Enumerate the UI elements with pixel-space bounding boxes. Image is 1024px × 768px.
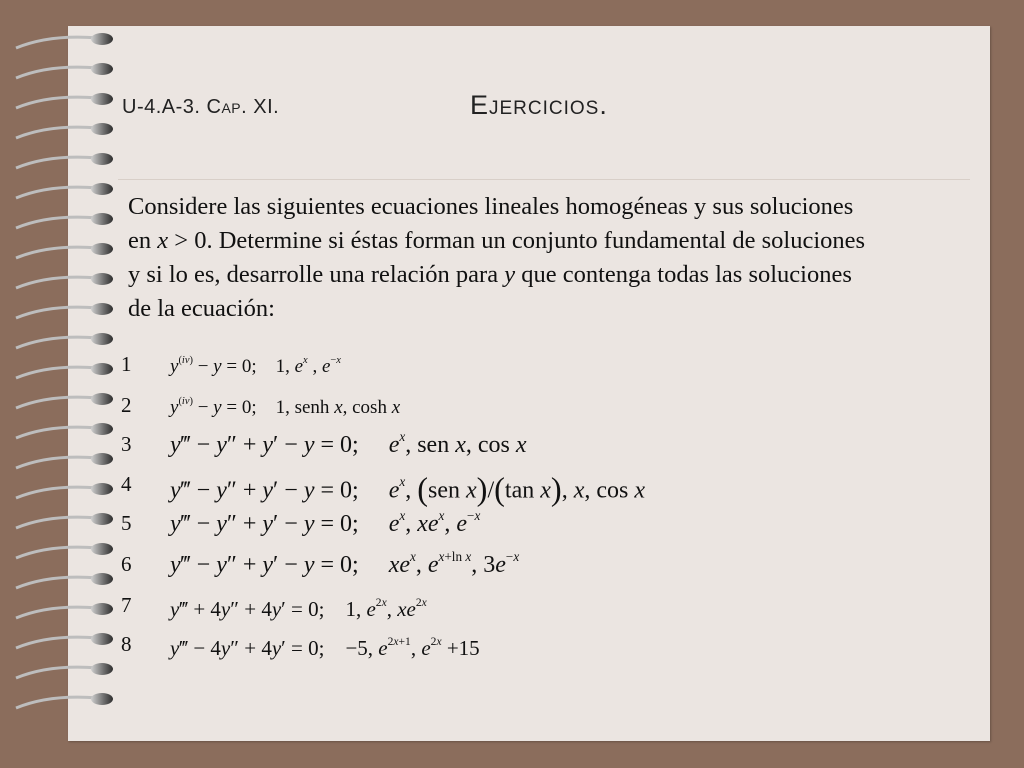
spiral-wire [16,37,98,48]
exercise-number: 4 [121,472,132,496]
spiral-wire [16,97,98,108]
exercise-row [0,428,1024,472]
spiral-ring [91,303,113,315]
page-title: Ejercicios. [470,90,608,120]
spiral-wire [16,247,98,258]
spiral-ring [91,213,113,225]
spiral-wire [16,127,98,138]
exercise-equation: y‴ − 4y″ + 4y′ = 0; −5, $e^{2x+1}$, $e^{2x} +15$ [170,636,480,660]
spiral-ring [91,153,113,165]
intro-line-1: Considere las siguientes ecuaciones lineales homogéneas y sus soluciones [128,193,854,220]
spiral-ring [91,243,113,255]
exercise-equation: y‴ − y″ + y′ − y = 0; $e^x$, $xe^x$, $e^{-x}$ [170,507,481,537]
exercise-equation: $y^{(iv)} - y = 0$; 1, senh x, cosh x [170,396,401,418]
exercise-number: 8 [121,632,132,656]
exercise-row [0,548,1024,592]
instructions-paragraph [128,190,990,326]
exercise-number: 5 [121,511,132,535]
spiral-ring [91,183,113,195]
exercise-number: 2 [121,393,132,417]
spiral-wire [16,157,98,168]
exercise-row [0,593,1024,633]
section-code: U-4.A-3. Cap. XI. [122,96,280,118]
header-code [122,96,279,119]
exercise-equation: y‴ − y″ + y′ − y = 0; $e^x$, (sen x)/(tan x), x, cos x [170,472,646,508]
exercise-equation: y‴ − y″ + y′ − y = 0; $e^x$, sen x, cos x [170,428,527,458]
intro-line-2: en x > 0. Determine si éstas forman un conjunto fundamental de soluciones [128,227,866,254]
exercise-row [0,507,1024,551]
exercise-number: 1 [121,352,132,376]
spiral-wire [16,187,98,198]
spiral-wire [16,307,98,318]
spiral-ring [91,63,113,75]
spiral-wire [16,697,98,708]
spiral-ring [91,33,113,45]
spiral-ring [91,333,113,345]
exercise-row [0,472,1024,512]
exercise-row [0,632,1024,672]
spiral-ring [91,123,113,135]
exercise-equation: y‴ − y″ + y′ − y = 0; $xe^x$, $e^{x+ln x}$, $3e^{-x}$ [170,548,520,578]
spiral-wire [16,277,98,288]
exercise-number: 6 [121,552,132,576]
spiral-ring [91,693,113,705]
spiral-wire [16,217,98,228]
spiral-wire [16,337,98,348]
spiral-wire [16,67,98,78]
exercise-equation: y‴ + 4y″ + 4y′ = 0; 1, $e^{2x}$, $xe^{2x}$ [170,597,427,621]
exercise-row [0,352,1024,392]
spiral-ring [91,273,113,285]
exercise-row [0,393,1024,433]
spiral-ring [91,93,113,105]
intro-line-4: de la ecuación: [128,295,275,322]
exercise-number: 7 [121,593,132,617]
exercise-number: 3 [121,432,132,456]
header-divider [118,179,970,180]
intro-line-3: y si lo es, desarrolle una relación para y que contenga todas las soluciones [128,261,852,288]
exercise-equation: $y^{(iv)} - y = 0$; 1, $e^x$ , $e^{-x}$ [170,355,341,377]
